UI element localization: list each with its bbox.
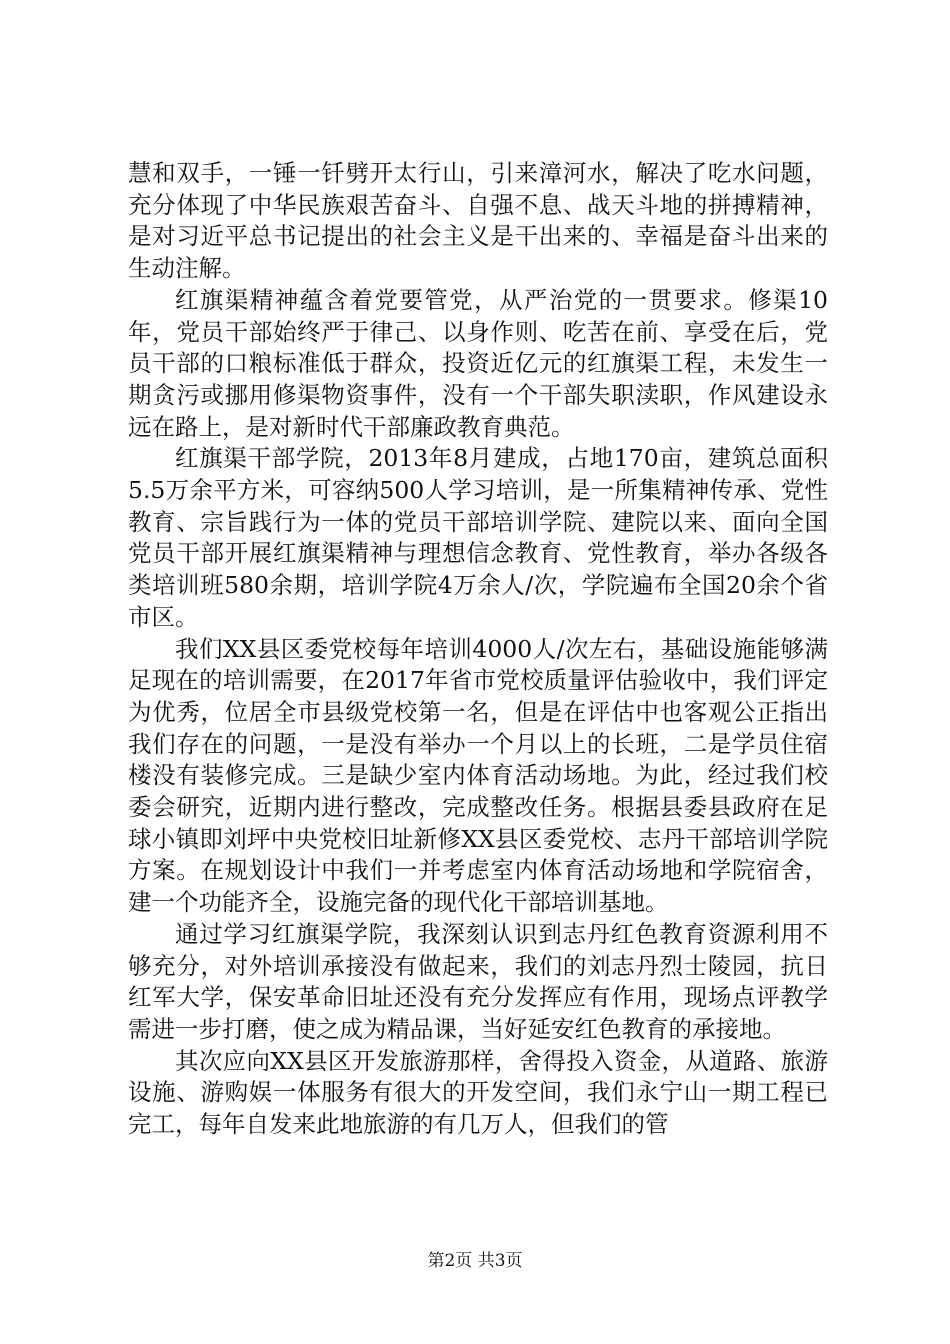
paragraph-tourism-development: 其次应向XX县区开发旅游那样，舍得投入资金，从道路、旅游设施、游购娱一体服务有很大的开发空间，我们永宁山一期工程已完工，每年自发来此地旅游的有几万人，但我们的管 xyxy=(128,1046,828,1139)
document-body xyxy=(128,158,828,1141)
paragraph-county-party-school: 我们XX县区委党校每年培训4000人/次左右，基础设施能够满足现在的培训需要，在2017年省市党校质量评估验收中，我们评定为优秀，位居全市县级党校第一名，但是在评估中也客观公正指出我们存在的问题，一是没有举办一个月以上的长班，二是学员住宿楼没有装修完成。三是缺少室内体育活动场地。为此，经过我们校委会研究，近期内进行整改，完成整改任务。根据县委县政府在足球小镇即刘坪中央党校旧址新修XX县区委党校、志丹干部培训学院方案。在规划设计中我们一并考虑室内体育活动场地和学院宿舍，建一个功能齐全，设施完备的现代化干部培训基地。 xyxy=(128,634,828,917)
paragraph-continuation: 慧和双手，一锤一钎劈开太行山，引来漳河水，解决了吃水问题，充分体现了中华民族艰苦奋斗、自强不息、战天斗地的拼搏精神，是对习近平总书记提出的社会主义是干出来的、幸福是奋斗出来的生动注解。 xyxy=(128,159,828,283)
paragraph-hongqiqu-spirit-discipline: 红旗渠精神蕴含着党要管党，从严治党的一贯要求。修渠10年，党员干部始终严于律己、以身作则、吃苦在前、享受在后，党员干部的口粮标准低于群众，投资近亿元的红旗渠工程，未发生一期贪污或挪用修渠物资事件，没有一个干部失职渎职，作风建设永远在路上，是对新时代干部廉政教育典范。 xyxy=(128,285,828,441)
paragraph-red-education-resources: 通过学习红旗渠学院，我深刻认识到志丹红色教育资源利用不够充分，对外培训承接没有做起来，我们的刘志丹烈士陵园，抗日红军大学，保安革命旧址还没有充分发挥应有作用，现场点评教学需进一步打磨，使之成为精品课，当好延安红色教育的承接地。 xyxy=(128,919,828,1043)
page-number-footer: 第2页 共3页 xyxy=(427,1251,523,1271)
paragraph-hongqiqu-cadre-academy: 红旗渠干部学院，2013年8月建成，占地170亩，建筑总面积5.5万余平方米，可容纳500人学习培训，是一所集精神传承、党性教育、宗旨践行为一体的党员干部培训学院、建院以来、面向全国党员干部开展红旗渠精神与理想信念教育、党性教育，举办各级各类培训班580余期，培训学院4万余人/次，学院遍布全国20余个省市区。 xyxy=(128,444,828,631)
